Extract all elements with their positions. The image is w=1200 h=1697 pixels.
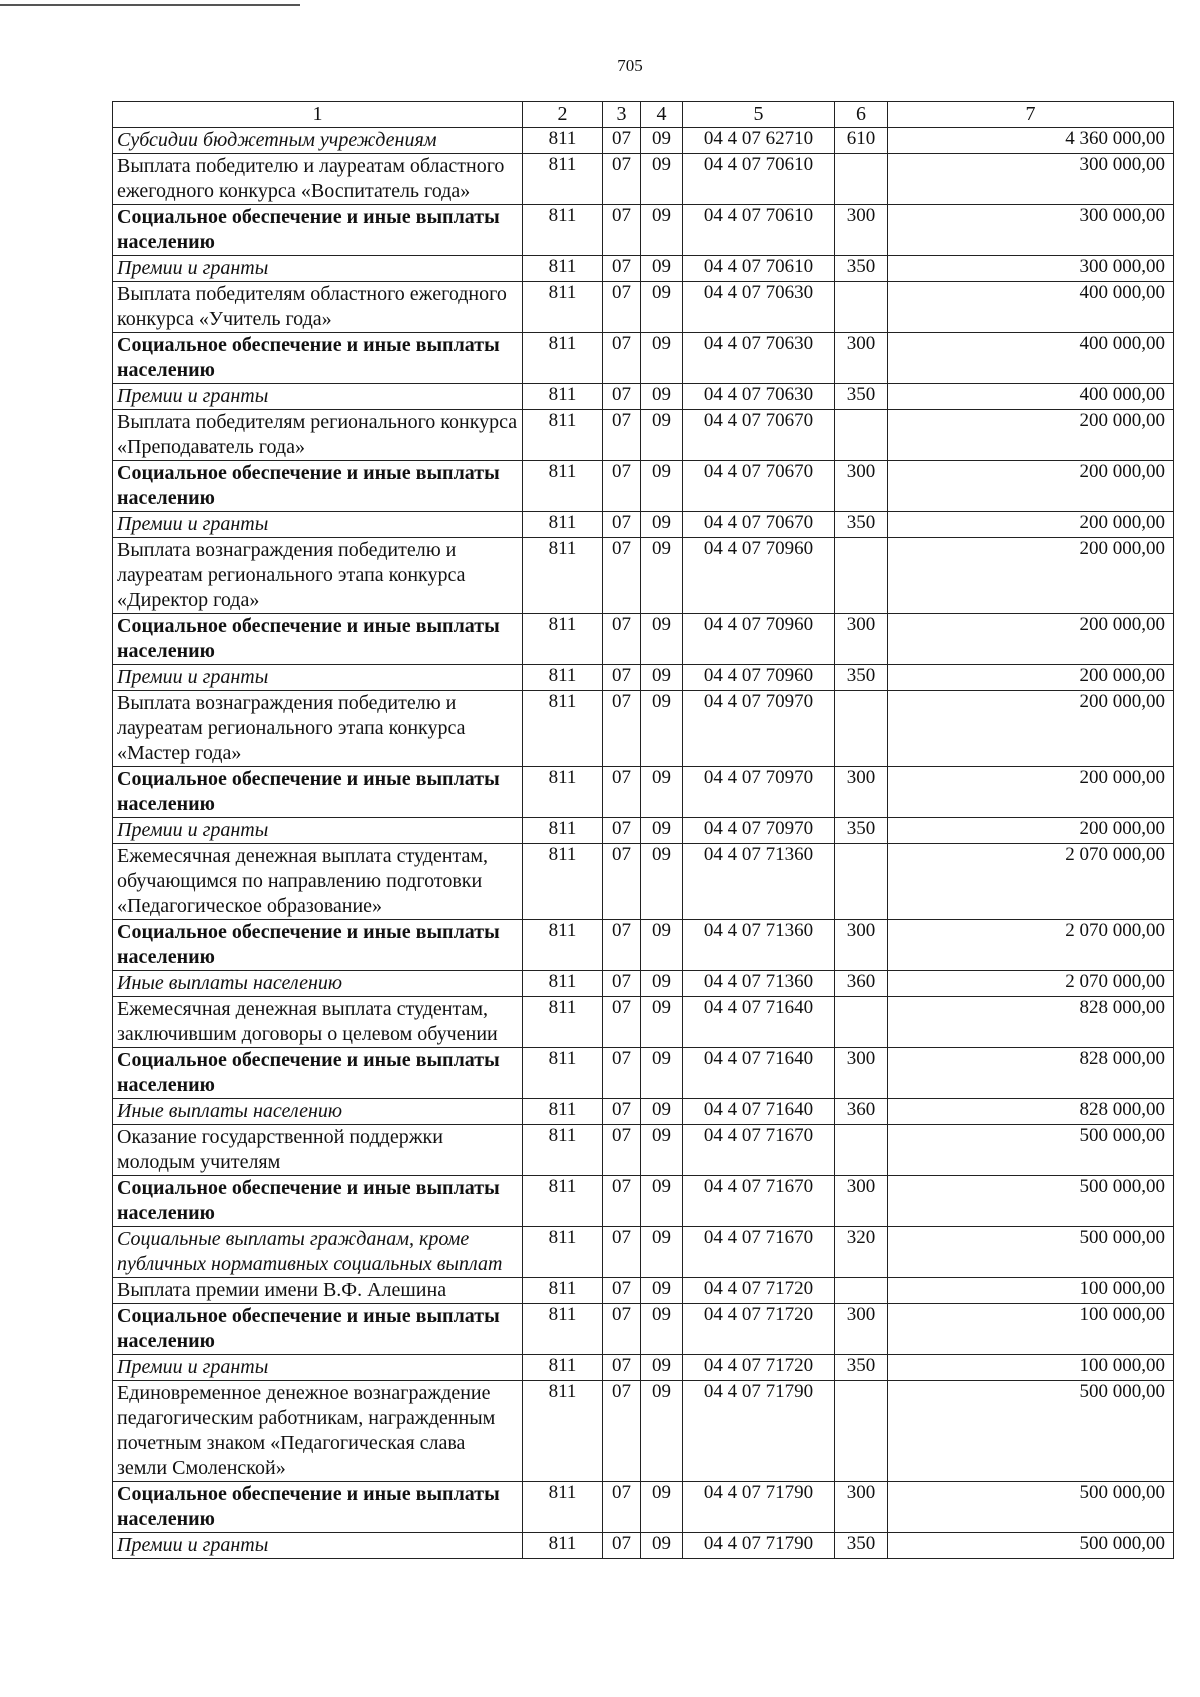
item-name-cell: Премии и гранты <box>113 384 523 410</box>
item-name-cell: Премии и гранты <box>113 818 523 844</box>
table-row <box>113 1381 1174 1482</box>
table-row <box>113 256 1174 282</box>
table-row <box>113 1355 1174 1381</box>
item-name-cell: Социальное обеспечение и иные выплаты населению <box>113 1304 523 1355</box>
item-name-cell: Премии и гранты <box>113 665 523 691</box>
amount-cell: 4 360 000,00 <box>888 128 1174 154</box>
expense-type-cell: 350 <box>835 384 888 410</box>
section-cell: 07 <box>603 971 641 997</box>
section-cell: 07 <box>603 538 641 614</box>
subsection-cell: 09 <box>641 1533 683 1559</box>
expense-type-cell <box>835 691 888 767</box>
amount-cell: 500 000,00 <box>888 1176 1174 1227</box>
section-cell: 07 <box>603 997 641 1048</box>
header-cell-1: 1 <box>113 102 523 128</box>
table-header-row <box>113 102 1174 128</box>
expense-type-cell: 300 <box>835 1176 888 1227</box>
section-cell: 07 <box>603 1125 641 1176</box>
expense-type-cell: 360 <box>835 971 888 997</box>
table-row <box>113 333 1174 384</box>
admin-code-cell: 811 <box>523 282 603 333</box>
section-cell: 07 <box>603 920 641 971</box>
expense-type-cell: 300 <box>835 333 888 384</box>
item-name-cell: Премии и гранты <box>113 256 523 282</box>
target-article-cell: 04 4 07 70960 <box>683 538 835 614</box>
expense-type-cell: 350 <box>835 665 888 691</box>
item-name-cell: Социальное обеспечение и иные выплаты населению <box>113 461 523 512</box>
admin-code-cell: 811 <box>523 128 603 154</box>
expense-type-cell: 300 <box>835 614 888 665</box>
subsection-cell: 09 <box>641 614 683 665</box>
admin-code-cell: 811 <box>523 384 603 410</box>
expense-type-cell: 610 <box>835 128 888 154</box>
target-article-cell: 04 4 07 70970 <box>683 818 835 844</box>
target-article-cell: 04 4 07 71720 <box>683 1304 835 1355</box>
item-name-cell: Социальное обеспечение и иные выплаты населению <box>113 920 523 971</box>
table-row <box>113 971 1174 997</box>
amount-cell: 828 000,00 <box>888 997 1174 1048</box>
expense-type-cell <box>835 997 888 1048</box>
section-cell: 07 <box>603 1533 641 1559</box>
table-row <box>113 1048 1174 1099</box>
section-cell: 07 <box>603 1048 641 1099</box>
amount-cell: 100 000,00 <box>888 1355 1174 1381</box>
admin-code-cell: 811 <box>523 1381 603 1482</box>
subsection-cell: 09 <box>641 971 683 997</box>
section-cell: 07 <box>603 1482 641 1533</box>
item-name-cell: Оказание государственной поддержки молодым учителям <box>113 1125 523 1176</box>
subsection-cell: 09 <box>641 920 683 971</box>
subsection-cell: 09 <box>641 410 683 461</box>
amount-cell: 400 000,00 <box>888 282 1174 333</box>
expense-type-cell: 300 <box>835 920 888 971</box>
admin-code-cell: 811 <box>523 1278 603 1304</box>
item-name-cell: Премии и гранты <box>113 512 523 538</box>
target-article-cell: 04 4 07 70610 <box>683 256 835 282</box>
admin-code-cell: 811 <box>523 691 603 767</box>
target-article-cell: 04 4 07 71790 <box>683 1482 835 1533</box>
target-article-cell: 04 4 07 71640 <box>683 1048 835 1099</box>
subsection-cell: 09 <box>641 1227 683 1278</box>
amount-cell: 500 000,00 <box>888 1533 1174 1559</box>
expense-type-cell <box>835 538 888 614</box>
section-cell: 07 <box>603 614 641 665</box>
target-article-cell: 04 4 07 70960 <box>683 665 835 691</box>
item-name-cell: Социальное обеспечение и иные выплаты населению <box>113 205 523 256</box>
amount-cell: 200 000,00 <box>888 691 1174 767</box>
admin-code-cell: 811 <box>523 1227 603 1278</box>
header-cell-6: 6 <box>835 102 888 128</box>
item-name-cell: Социальное обеспечение и иные выплаты населению <box>113 767 523 818</box>
admin-code-cell: 811 <box>523 997 603 1048</box>
target-article-cell: 04 4 07 71360 <box>683 971 835 997</box>
section-cell: 07 <box>603 1278 641 1304</box>
target-article-cell: 04 4 07 71670 <box>683 1125 835 1176</box>
subsection-cell: 09 <box>641 384 683 410</box>
section-cell: 07 <box>603 844 641 920</box>
section-cell: 07 <box>603 128 641 154</box>
subsection-cell: 09 <box>641 538 683 614</box>
subsection-cell: 09 <box>641 691 683 767</box>
admin-code-cell: 811 <box>523 1482 603 1533</box>
table-row <box>113 997 1174 1048</box>
expense-type-cell: 300 <box>835 1304 888 1355</box>
table-row <box>113 128 1174 154</box>
amount-cell: 200 000,00 <box>888 665 1174 691</box>
section-cell: 07 <box>603 691 641 767</box>
table-row <box>113 1125 1174 1176</box>
subsection-cell: 09 <box>641 512 683 538</box>
target-article-cell: 04 4 07 70610 <box>683 205 835 256</box>
section-cell: 07 <box>603 512 641 538</box>
table-row <box>113 205 1174 256</box>
item-name-cell: Выплата победителям регионального конкурса «Преподаватель года» <box>113 410 523 461</box>
amount-cell: 2 070 000,00 <box>888 971 1174 997</box>
table-row <box>113 410 1174 461</box>
subsection-cell: 09 <box>641 333 683 384</box>
table-row <box>113 1278 1174 1304</box>
subsection-cell: 09 <box>641 282 683 333</box>
amount-cell: 200 000,00 <box>888 767 1174 818</box>
item-name-cell: Выплата премии имени В.Ф. Алешина <box>113 1278 523 1304</box>
amount-cell: 100 000,00 <box>888 1278 1174 1304</box>
section-cell: 07 <box>603 461 641 512</box>
admin-code-cell: 811 <box>523 154 603 205</box>
amount-cell: 300 000,00 <box>888 256 1174 282</box>
admin-code-cell: 811 <box>523 1099 603 1125</box>
target-article-cell: 04 4 07 71720 <box>683 1278 835 1304</box>
table-row <box>113 282 1174 333</box>
section-cell: 07 <box>603 818 641 844</box>
admin-code-cell: 811 <box>523 971 603 997</box>
section-cell: 07 <box>603 384 641 410</box>
section-cell: 07 <box>603 767 641 818</box>
table-row <box>113 538 1174 614</box>
table-row <box>113 920 1174 971</box>
header-cell-2: 2 <box>523 102 603 128</box>
item-name-cell: Выплата победителям областного ежегодного конкурса «Учитель года» <box>113 282 523 333</box>
section-cell: 07 <box>603 1304 641 1355</box>
section-cell: 07 <box>603 1355 641 1381</box>
target-article-cell: 04 4 07 70960 <box>683 614 835 665</box>
item-name-cell: Социальное обеспечение и иные выплаты населению <box>113 614 523 665</box>
budget-table <box>112 101 1174 1559</box>
table-row <box>113 691 1174 767</box>
subsection-cell: 09 <box>641 844 683 920</box>
amount-cell: 400 000,00 <box>888 333 1174 384</box>
expense-type-cell <box>835 1381 888 1482</box>
admin-code-cell: 811 <box>523 920 603 971</box>
subsection-cell: 09 <box>641 1482 683 1533</box>
table-row <box>113 614 1174 665</box>
item-name-cell: Иные выплаты населению <box>113 971 523 997</box>
subsection-cell: 09 <box>641 1381 683 1482</box>
table-row <box>113 154 1174 205</box>
amount-cell: 2 070 000,00 <box>888 844 1174 920</box>
expense-type-cell <box>835 844 888 920</box>
section-cell: 07 <box>603 154 641 205</box>
subsection-cell: 09 <box>641 767 683 818</box>
subsection-cell: 09 <box>641 1099 683 1125</box>
target-article-cell: 04 4 07 71790 <box>683 1381 835 1482</box>
admin-code-cell: 811 <box>523 538 603 614</box>
amount-cell: 828 000,00 <box>888 1099 1174 1125</box>
expense-type-cell: 300 <box>835 1482 888 1533</box>
admin-code-cell: 811 <box>523 1125 603 1176</box>
admin-code-cell: 811 <box>523 256 603 282</box>
amount-cell: 200 000,00 <box>888 512 1174 538</box>
expense-type-cell: 300 <box>835 205 888 256</box>
header-cell-4: 4 <box>641 102 683 128</box>
expense-type-cell: 300 <box>835 461 888 512</box>
header-cell-7: 7 <box>888 102 1174 128</box>
target-article-cell: 04 4 07 70670 <box>683 512 835 538</box>
item-name-cell: Премии и гранты <box>113 1533 523 1559</box>
item-name-cell: Единовременное денежное вознаграждение педагогическим работникам, награжденным почетным знаком «Педагогическая слава земли Смоленской» <box>113 1381 523 1482</box>
subsection-cell: 09 <box>641 997 683 1048</box>
target-article-cell: 04 4 07 71360 <box>683 844 835 920</box>
target-article-cell: 04 4 07 70970 <box>683 767 835 818</box>
target-article-cell: 04 4 07 70970 <box>683 691 835 767</box>
item-name-cell: Выплата победителю и лауреатам областного ежегодного конкурса «Воспитатель года» <box>113 154 523 205</box>
table-row <box>113 767 1174 818</box>
scan-edge-line <box>0 4 300 6</box>
admin-code-cell: 811 <box>523 410 603 461</box>
amount-cell: 200 000,00 <box>888 461 1174 512</box>
subsection-cell: 09 <box>641 1355 683 1381</box>
table-row <box>113 665 1174 691</box>
amount-cell: 500 000,00 <box>888 1125 1174 1176</box>
section-cell: 07 <box>603 665 641 691</box>
admin-code-cell: 811 <box>523 1355 603 1381</box>
admin-code-cell: 811 <box>523 512 603 538</box>
target-article-cell: 04 4 07 71720 <box>683 1355 835 1381</box>
subsection-cell: 09 <box>641 205 683 256</box>
amount-cell: 2 070 000,00 <box>888 920 1174 971</box>
admin-code-cell: 811 <box>523 818 603 844</box>
expense-type-cell: 360 <box>835 1099 888 1125</box>
subsection-cell: 09 <box>641 665 683 691</box>
expense-type-cell: 350 <box>835 818 888 844</box>
target-article-cell: 04 4 07 71360 <box>683 920 835 971</box>
item-name-cell: Социальные выплаты гражданам, кроме публичных нормативных социальных выплат <box>113 1227 523 1278</box>
target-article-cell: 04 4 07 62710 <box>683 128 835 154</box>
expense-type-cell <box>835 410 888 461</box>
expense-type-cell: 350 <box>835 256 888 282</box>
item-name-cell: Социальное обеспечение и иные выплаты населению <box>113 1482 523 1533</box>
amount-cell: 500 000,00 <box>888 1482 1174 1533</box>
amount-cell: 300 000,00 <box>888 154 1174 205</box>
subsection-cell: 09 <box>641 154 683 205</box>
page-number: 705 <box>617 56 643 75</box>
admin-code-cell: 811 <box>523 767 603 818</box>
admin-code-cell: 811 <box>523 844 603 920</box>
target-article-cell: 04 4 07 70670 <box>683 410 835 461</box>
section-cell: 07 <box>603 1381 641 1482</box>
table-row <box>113 818 1174 844</box>
expense-type-cell: 350 <box>835 1355 888 1381</box>
amount-cell: 100 000,00 <box>888 1304 1174 1355</box>
section-cell: 07 <box>603 256 641 282</box>
item-name-cell: Выплата вознаграждения победителю и лауреатам регионального этапа конкурса «Директор года» <box>113 538 523 614</box>
section-cell: 07 <box>603 1099 641 1125</box>
table-row <box>113 1227 1174 1278</box>
target-article-cell: 04 4 07 71640 <box>683 1099 835 1125</box>
item-name-cell: Выплата вознаграждения победителю и лауреатам регионального этапа конкурса «Мастер года» <box>113 691 523 767</box>
admin-code-cell: 811 <box>523 333 603 384</box>
subsection-cell: 09 <box>641 1176 683 1227</box>
target-article-cell: 04 4 07 71670 <box>683 1227 835 1278</box>
expense-type-cell: 300 <box>835 1048 888 1099</box>
subsection-cell: 09 <box>641 1278 683 1304</box>
amount-cell: 500 000,00 <box>888 1227 1174 1278</box>
item-name-cell: Премии и гранты <box>113 1355 523 1381</box>
item-name-cell: Социальное обеспечение и иные выплаты населению <box>113 1176 523 1227</box>
subsection-cell: 09 <box>641 818 683 844</box>
table-row <box>113 384 1174 410</box>
expense-type-cell: 300 <box>835 767 888 818</box>
table-row <box>113 512 1174 538</box>
subsection-cell: 09 <box>641 1304 683 1355</box>
admin-code-cell: 811 <box>523 1533 603 1559</box>
target-article-cell: 04 4 07 71670 <box>683 1176 835 1227</box>
amount-cell: 828 000,00 <box>888 1048 1174 1099</box>
table-row <box>113 461 1174 512</box>
amount-cell: 200 000,00 <box>888 538 1174 614</box>
section-cell: 07 <box>603 333 641 384</box>
amount-cell: 200 000,00 <box>888 818 1174 844</box>
expense-type-cell: 350 <box>835 1533 888 1559</box>
amount-cell: 300 000,00 <box>888 205 1174 256</box>
section-cell: 07 <box>603 1176 641 1227</box>
table-row <box>113 1304 1174 1355</box>
admin-code-cell: 811 <box>523 205 603 256</box>
expense-type-cell: 320 <box>835 1227 888 1278</box>
admin-code-cell: 811 <box>523 461 603 512</box>
expense-type-cell <box>835 154 888 205</box>
section-cell: 07 <box>603 205 641 256</box>
expense-type-cell <box>835 282 888 333</box>
subsection-cell: 09 <box>641 461 683 512</box>
section-cell: 07 <box>603 1227 641 1278</box>
target-article-cell: 04 4 07 70630 <box>683 282 835 333</box>
target-article-cell: 04 4 07 71640 <box>683 997 835 1048</box>
item-name-cell: Иные выплаты населению <box>113 1099 523 1125</box>
subsection-cell: 09 <box>641 1048 683 1099</box>
table-row <box>113 1533 1174 1559</box>
target-article-cell: 04 4 07 70670 <box>683 461 835 512</box>
subsection-cell: 09 <box>641 256 683 282</box>
item-name-cell: Ежемесячная денежная выплата студентам, заключившим договоры о целевом обучении <box>113 997 523 1048</box>
table-row <box>113 1482 1174 1533</box>
expense-type-cell: 350 <box>835 512 888 538</box>
admin-code-cell: 811 <box>523 1176 603 1227</box>
target-article-cell: 04 4 07 70610 <box>683 154 835 205</box>
expense-type-cell <box>835 1278 888 1304</box>
header-cell-3: 3 <box>603 102 641 128</box>
item-name-cell: Субсидии бюджетным учреждениям <box>113 128 523 154</box>
header-cell-5: 5 <box>683 102 835 128</box>
item-name-cell: Социальное обеспечение и иные выплаты населению <box>113 333 523 384</box>
item-name-cell: Ежемесячная денежная выплата студентам, обучающимся по направлению подготовки «Педагогическое образование» <box>113 844 523 920</box>
amount-cell: 500 000,00 <box>888 1381 1174 1482</box>
table-row <box>113 1176 1174 1227</box>
section-cell: 07 <box>603 282 641 333</box>
admin-code-cell: 811 <box>523 1304 603 1355</box>
table-row <box>113 1099 1174 1125</box>
admin-code-cell: 811 <box>523 614 603 665</box>
amount-cell: 400 000,00 <box>888 384 1174 410</box>
subsection-cell: 09 <box>641 128 683 154</box>
target-article-cell: 04 4 07 70630 <box>683 384 835 410</box>
table-row <box>113 844 1174 920</box>
item-name-cell: Социальное обеспечение и иные выплаты населению <box>113 1048 523 1099</box>
section-cell: 07 <box>603 410 641 461</box>
admin-code-cell: 811 <box>523 665 603 691</box>
amount-cell: 200 000,00 <box>888 614 1174 665</box>
subsection-cell: 09 <box>641 1125 683 1176</box>
expense-type-cell <box>835 1125 888 1176</box>
admin-code-cell: 811 <box>523 1048 603 1099</box>
amount-cell: 200 000,00 <box>888 410 1174 461</box>
target-article-cell: 04 4 07 71790 <box>683 1533 835 1559</box>
target-article-cell: 04 4 07 70630 <box>683 333 835 384</box>
